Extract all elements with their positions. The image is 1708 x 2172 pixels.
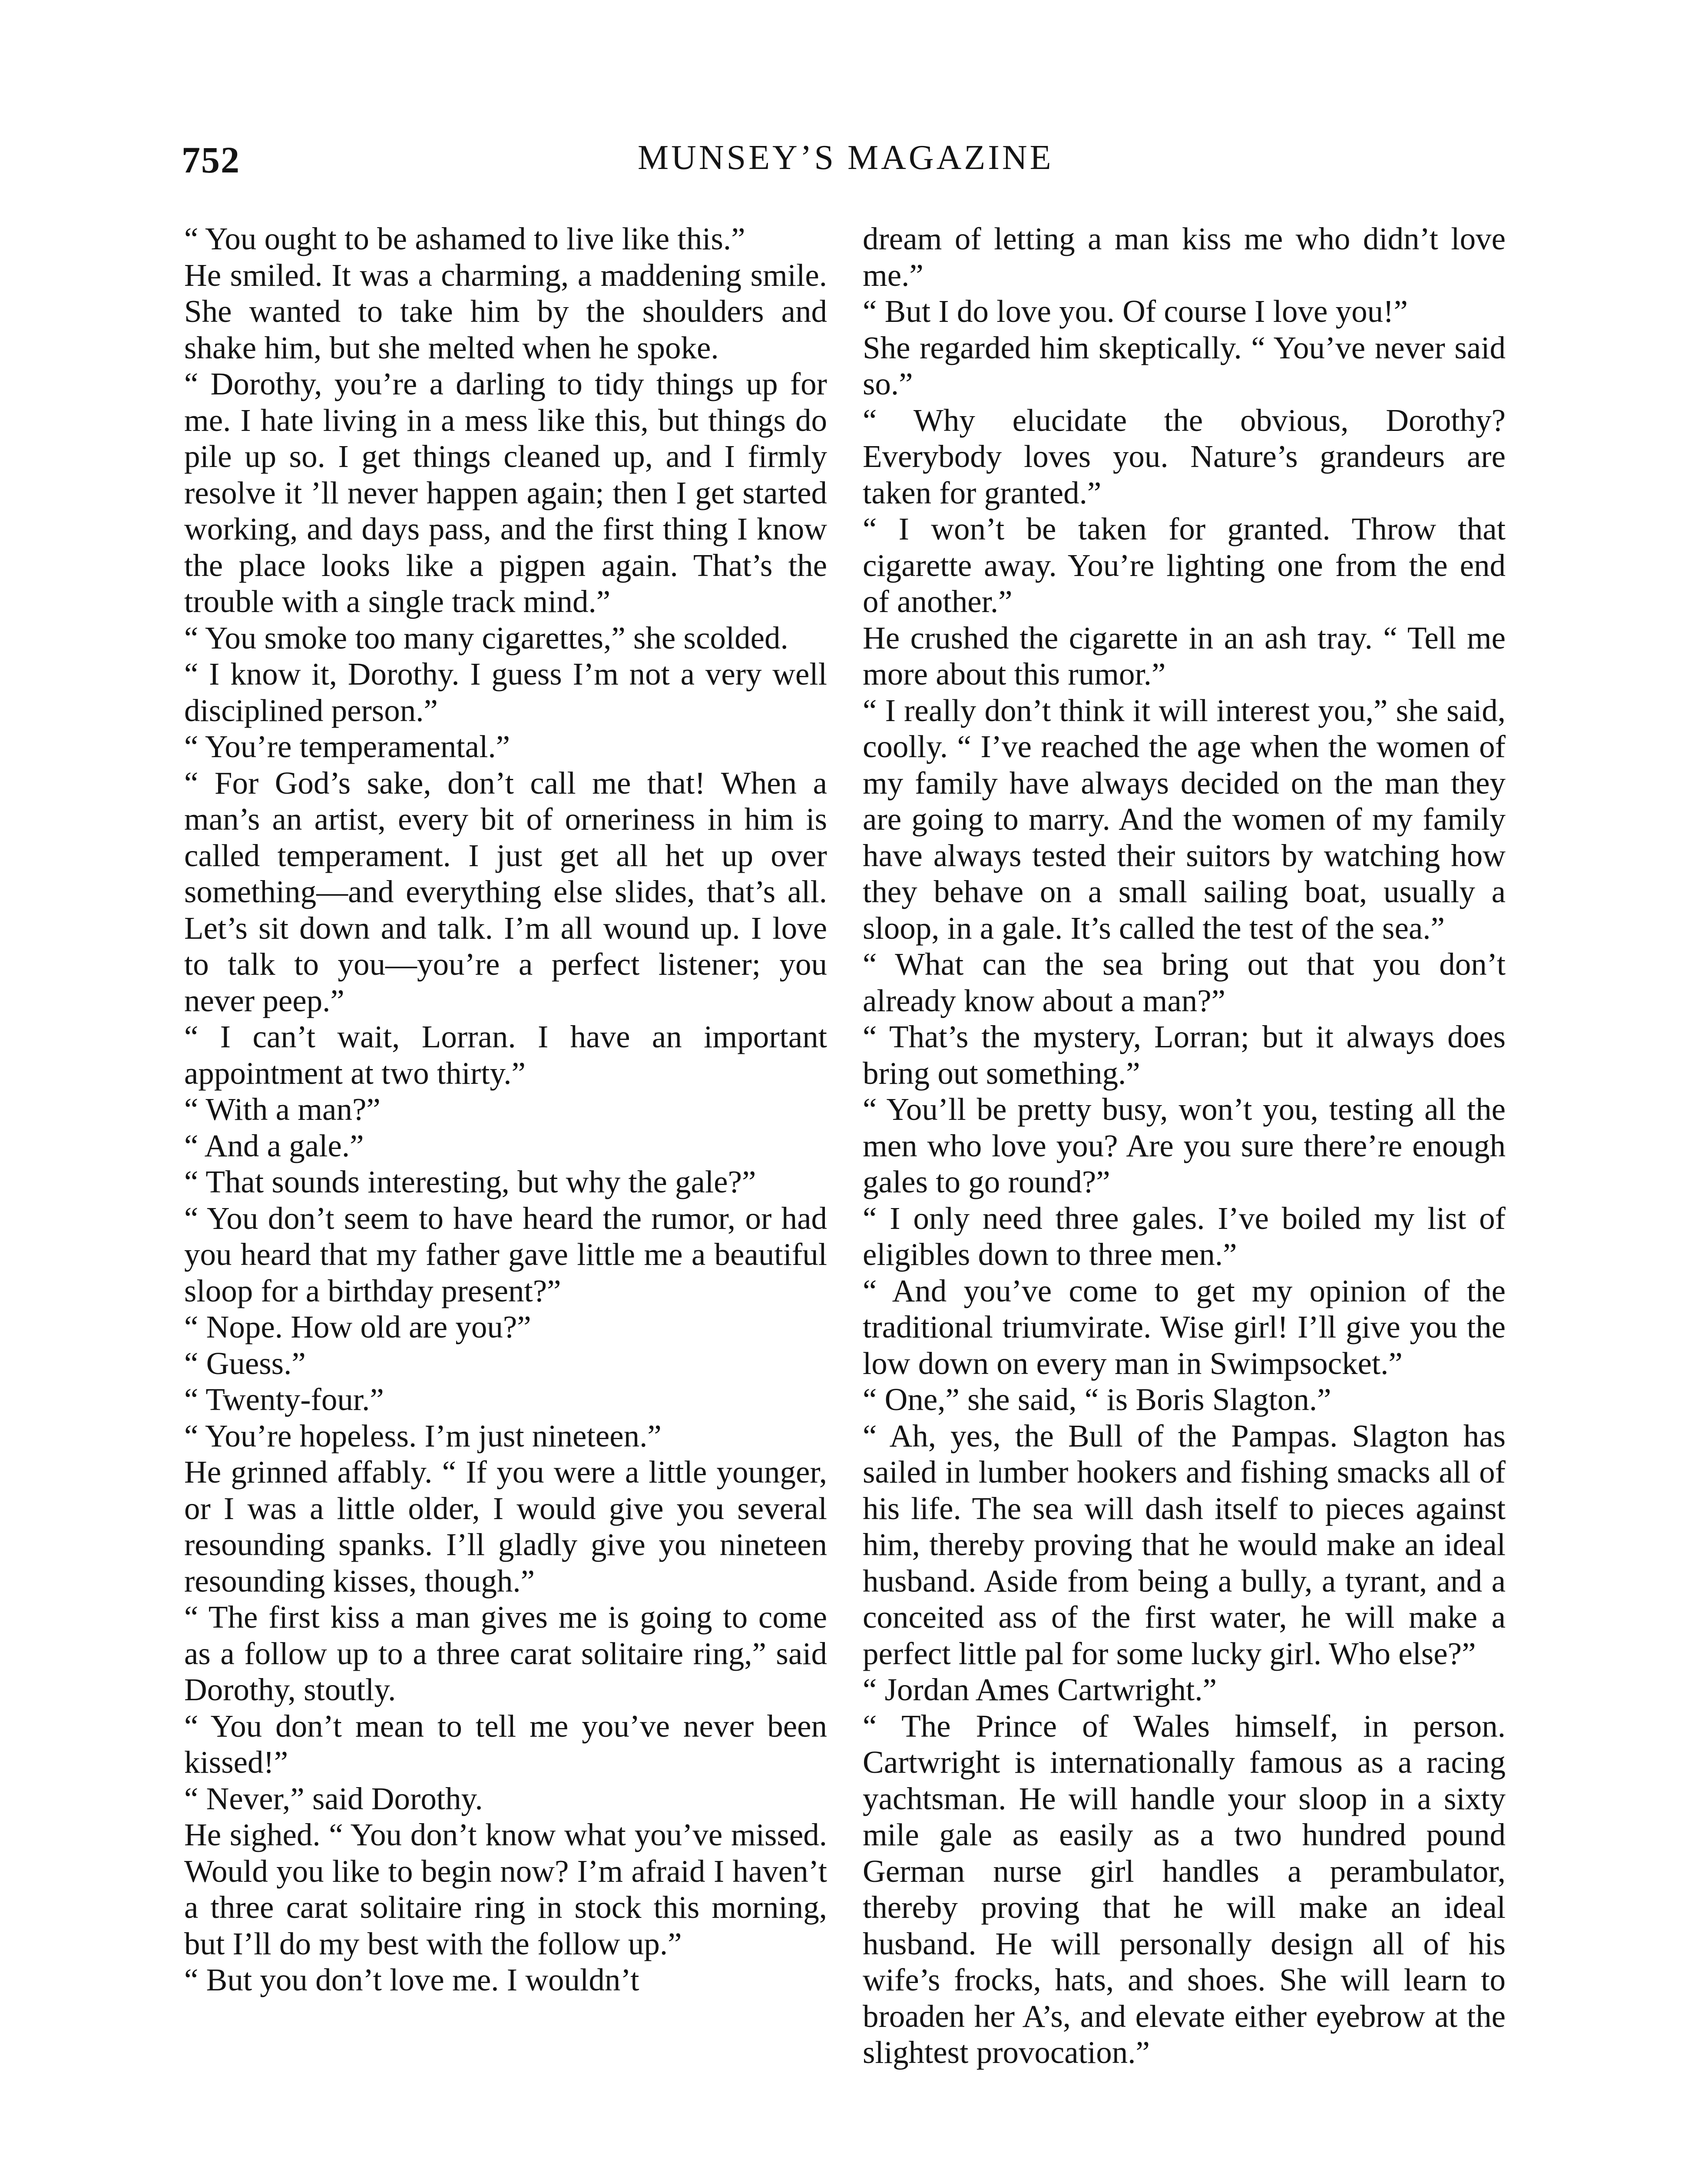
- paragraph: “ One,” she said, “ is Boris Slagton.”: [863, 1382, 1331, 1417]
- paragraph: “ You smoke too many cigarettes,” she scolded.: [184, 620, 788, 656]
- paragraph: “ I won’t be taken for granted. Throw that cigarette away. You’re lighting one from the end of another.”: [863, 511, 1506, 619]
- paragraph: “ Dorothy, you’re a darling to tidy things up for me. I hate living in a mess like this, but things do pile up so. I get things cleaned up, and I firmly resolve it ’ll never happen again; then I get started working, and days pass, and the first thing I know the place looks like a pigpen again. That’s the trouble with a single track mind.”: [184, 366, 827, 619]
- paragraph: “ Nope. How old are you?”: [184, 1309, 531, 1344]
- paragraph: “ You’re hopeless. I’m just nineteen.”: [184, 1418, 662, 1454]
- paragraph: “ Twenty-four.”: [184, 1382, 384, 1417]
- paragraph: She regarded him skeptically. “ You’ve never said so.”: [863, 330, 1506, 401]
- paragraph: “ For God’s sake, don’t call me that! When a man’s an artist, every bit of orneriness in him is called temperament. I just get all het up over something—and everything else slides, that’s all. Let’s sit down and talk. I’m all wound up. I love to talk to you—you’re a perfect listener; you never peep.”: [184, 765, 827, 1018]
- paragraph: “ Why elucidate the obvious, Dorothy? Everybody loves you. Nature’s grandeurs are taken for granted.”: [863, 402, 1506, 510]
- paragraph: “ Jordan Ames Cartwright.”: [863, 1672, 1217, 1707]
- paragraph: “ And you’ve come to get my opinion of the traditional triumvirate. Wise girl! I’ll give you the low down on every man in Swimpsocket.”: [863, 1273, 1506, 1381]
- left-column: [184, 221, 827, 1998]
- paragraph: “ You don’t seem to have heard the rumor, or had you heard that my father gave little me a beautiful sloop for a birthday present?”: [184, 1200, 827, 1308]
- paragraph: “ But I do love you. Of course I love you!”: [863, 294, 1408, 329]
- right-column: [863, 221, 1506, 2071]
- paragraph: He grinned affably. “ If you were a little younger, or I was a little older, I would give you several resounding spanks. I’ll gladly give you nineteen resounding kisses, though.”: [184, 1454, 827, 1599]
- paragraph: “ You ought to be ashamed to live like this.”: [184, 221, 745, 256]
- running-title: MUNSEY’S MAGAZINE: [638, 139, 1054, 177]
- paragraph: “ I only need three gales. I’ve boiled my list of eligibles down to three men.”: [863, 1200, 1506, 1272]
- paragraph: “ You’ll be pretty busy, won’t you, testing all the men who love you? Are you sure there’re enough gales to go round?”: [863, 1092, 1506, 1199]
- paragraph: “ Never,” said Dorothy.: [184, 1781, 483, 1816]
- paragraph: “ I can’t wait, Lorran. I have an important appointment at two thirty.”: [184, 1019, 827, 1091]
- paragraph: He crushed the cigarette in an ash tray. “ Tell me more about this rumor.”: [863, 620, 1506, 692]
- page-header: [182, 138, 1519, 190]
- paragraph: “ You’re temperamental.”: [184, 729, 510, 764]
- paragraph: “ I really don’t think it will interest you,” she said, coolly. “ I’ve reached the age when the women of my family have always decided on the man they are going to marry. And the women of my family have always tested their suitors by watching how they behave on a small sailing boat, usually a sloop, in a gale. It’s called the test of the sea.”: [863, 692, 1506, 946]
- paragraph: “ But you don’t love me. I wouldn’t: [184, 1962, 639, 1997]
- paragraph: “ Guess.”: [184, 1345, 306, 1381]
- paragraph: “ Ah, yes, the Bull of the Pampas. Slagton has sailed in lumber hookers and fishing smacks all of his life. The sea will dash itself to pieces against him, thereby proving that he would make an ideal husband. Aside from being a bully, a tyrant, and a conceited ass of the first water, he will make a perfect little pal for some lucky girl. Who else?”: [863, 1418, 1506, 1671]
- paragraph: He smiled. It was a charming, a maddening smile. She wanted to take him by the shoulders and shake him, but she melted when he spoke.: [184, 257, 827, 365]
- paragraph: “ And a gale.”: [184, 1128, 364, 1163]
- paragraph: “ I know it, Dorothy. I guess I’m not a very well disciplined person.”: [184, 656, 827, 728]
- paragraph: “ The first kiss a man gives me is going to come as a follow up to a three carat solitaire ring,” said Dorothy, stoutly.: [184, 1599, 827, 1707]
- paragraph: “ That sounds interesting, but why the gale?”: [184, 1164, 756, 1199]
- paragraph: dream of letting a man kiss me who didn’t love me.”: [863, 221, 1506, 293]
- paragraph: “ What can the sea bring out that you don’t already know about a man?”: [863, 947, 1506, 1018]
- paragraph: He sighed. “ You don’t know what you’ve missed. Would you like to begin now? I’m afraid I haven’t a three carat solitaire ring in stock this morning, but I’ll do my best with the follow up.”: [184, 1817, 827, 1961]
- paragraph: “ With a man?”: [184, 1092, 381, 1127]
- paragraph: “ The Prince of Wales himself, in person. Cartwright is internationally famous as a racing yachtsman. He will handle your sloop in a sixty mile gale as easily as a two hundred pound German nurse girl handles a perambulator, thereby proving that he will make an ideal husband. He will personally design all of his wife’s frocks, hats, and shoes. She will learn to broaden her A’s, and elevate either eyebrow at the slightest provocation.”: [863, 1708, 1506, 2070]
- paragraph: “ That’s the mystery, Lorran; but it always does bring out something.”: [863, 1019, 1506, 1091]
- page-number: 752: [182, 139, 240, 181]
- paragraph: “ You don’t mean to tell me you’ve never been kissed!”: [184, 1708, 827, 1780]
